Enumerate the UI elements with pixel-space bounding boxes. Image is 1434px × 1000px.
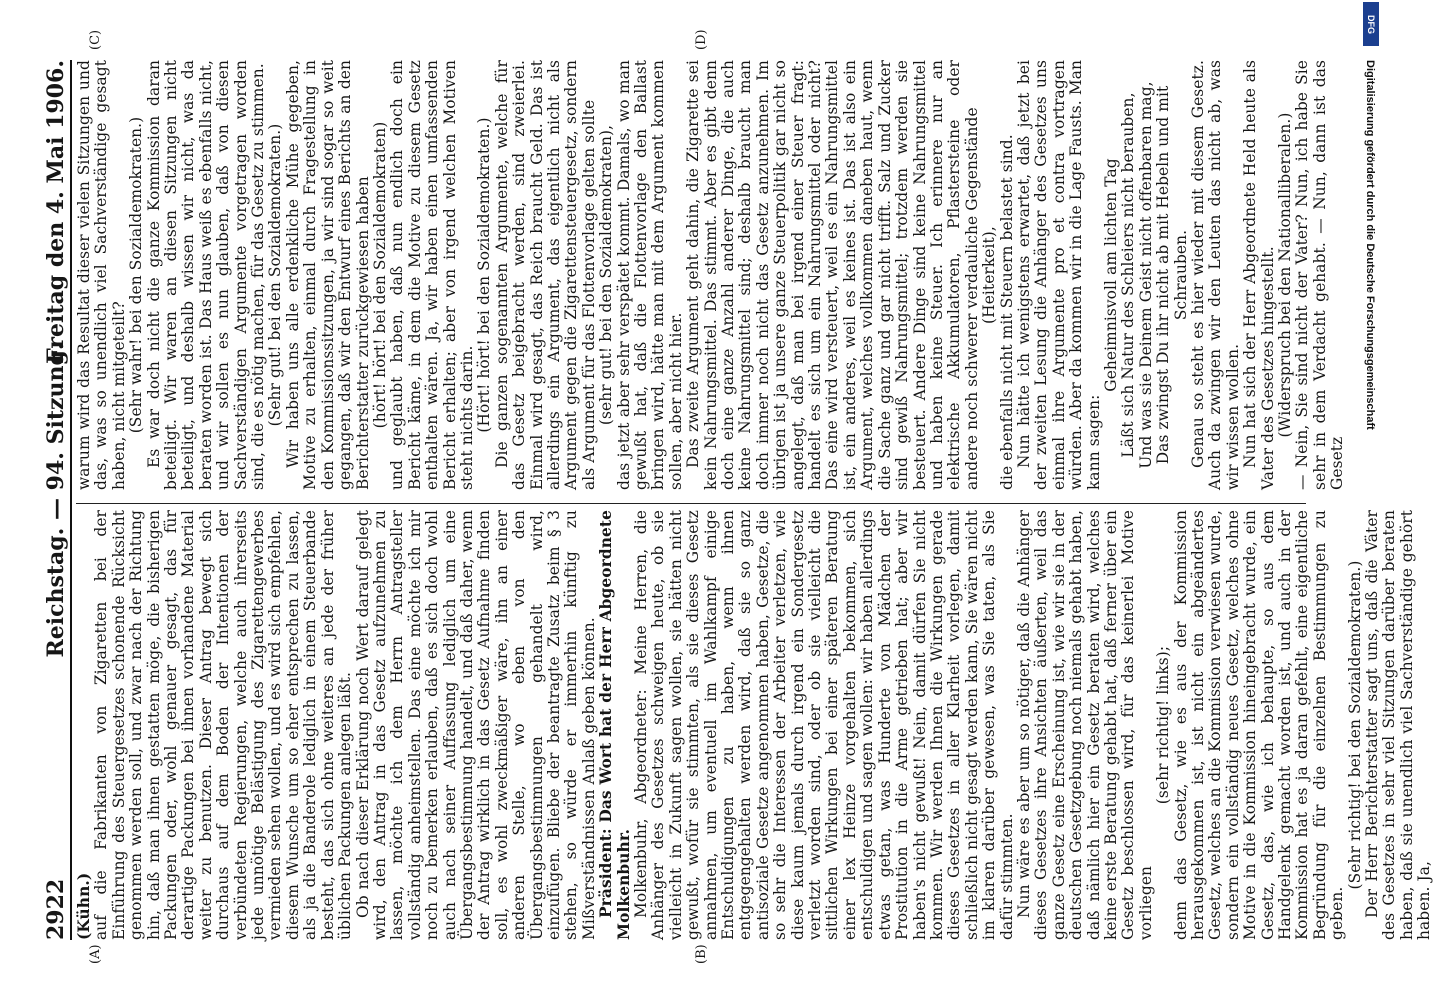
dfg-logo: DFG	[1363, 2, 1379, 46]
margin-mark-b: (B)	[694, 944, 709, 964]
paragraph: Die ganzen sogenannten Argumente, welche für das Gesetz beigebracht werden, sind zweierlei. Einmal wird gesagt, das Reich braucht Geld. Das ist allerdings ein Argument, das eigentlich nicht als Argument gegen die Zigarettensteuergesetz, sondern als Argument für das Flottenvorlage gelten sollte	[492, 60, 598, 490]
paragraph: Molkenbuhr, Abgeordneter: Meine Herren, die Anhänger des Gesetzes schweigen heute, ob sie vielleicht in Zukunft sagen wollen, sie hätten nicht gewußt, wofür sie stimmten, als sie dieses Gesetz annahmen, um eventuell im Wahlkampf einige Entschuldigungen zu haben, wenn ihnen entgegengehalten werden wird, daß sie so ganz antisoziale Gesetze angenommen haben, Gesetze, die so sehr die Interessen der Arbeiter verletzen, wie diese kaum jemals durch irgend ein Sondergesetz verletzt worden sind, oder ob sie vielleicht die sittlichen Wirkungen bei einer späteren Beratung einer lex Heinze vorgehalten bekommen, sich entschuldigen und sagen wollen: wir haben allerdings etwas getan, was Hunderte von Mädchen der Prostitution in die Arme getrieben hat; aber wir haben's nicht gewußt! Nein, damit dürfen Sie nicht kommen. Wir werden Ihnen die Wirkungen gerade dieses Gesetzes in aller Klarheit vorlegen, damit schließlich nicht gesagt werden kann, Sie wären nicht im klaren darüber gewesen, was Sie taten, als Sie dafür stimmten.	[632, 510, 1016, 940]
margin-mark-c: (C)	[88, 29, 103, 50]
paragraph: Wir haben uns alle erdenkliche Mühe gegeben, Motive zu erhalten, einmal durch Fragestellung in den Kommissionssitzungen, ja wir sind sogar so weit gegangen, daß wir den Entwurf eines Berichts an den Berichterstatter zurückgewiesen haben	[283, 60, 372, 490]
paragraph: auf die Fabrikanten von Zigaretten bei der Einführung des Steuergesetzes schonende Rücksicht genommen werden soll, und zwar nach der Richtung hin, daß man ihnen gestatten möge, die bisherigen Packungen oder, wohl genauer gesagt, das für derartige Packungen bei ihnen vorhandene Material weiter zu benutzen. Dieser Antrag bewegt sich durchaus auf dem Boden der Intentionen der verbündeten Regierungen, welche auch ihrerseits jede unnötige Belästigung des Zigarettengewerbes vermieden sehen wollen, und es wird sich empfehlen, diesem Wunsche um so eher entsprechen zu lassen, als ja die Banderole lediglich in einem Steuerbande besteht, das sich ohne weiteres an jede der früher üblichen Packungen anlegen läßt.	[92, 510, 355, 940]
column-divider	[76, 503, 1306, 504]
paragraph: Es war doch nicht die ganze Kommission daran beteiligt. Wir waren an diesen Sitzungen nicht beteiligt, und deshalb wissen wir nicht, was da beraten worden ist. Das Haus weiß es ebenfalls nicht, und wir sollen es nun glauben, daß von diesen Sachverständigen Argumente vorgetragen worden sind, die es nötig machen, für das Gesetz zu stimmen.	[144, 60, 268, 490]
digitization-credit	[1363, 8, 1377, 992]
session-date: Freitag den 4. Mai 1906.	[43, 60, 69, 364]
header-rule	[70, 60, 72, 940]
paragraph: und geglaubt haben, daß nun endlich doch ein Bericht käme, in dem die Motive zu diesem Gesetz enthalten wären. Ja, wir haben einen umfassenden Bericht erhalten; aber von irgend welchen Motiven steht nichts darin.	[388, 60, 476, 490]
paragraph: Der Herr Berichterstatter sagt uns, daß die Väter des Gesetzes in sehr viel Sitzungen darüber beraten haben, daß sie unendlich viel Sachverständige gehört haben. Ja,	[1363, 510, 1434, 940]
interjection: (Sehr richtig! bei den Sozialdemokraten.)	[1345, 560, 1364, 890]
verse-line: Geheimnisvoll am lichten Tag	[1101, 158, 1120, 392]
interjection: (sehr richtig! links);	[1154, 645, 1173, 805]
interjection: (sehr gut! bei den Sozialdemokraten),	[597, 124, 616, 426]
paragraph: Ob nach dieser Erklärung noch Wert darauf gelegt wird, den Antrag in das Gesetz aufzunehmen zu lassen, möchte ich dem Herrn Antragsteller vollständig anheimstellen. Das eine möchte ich mir noch zu bemerken erlauben, daß es sich doch wohl auch nach seiner Auffassung lediglich um eine Übergangsbestimmung handelt, und daß daher, wenn der Antrag wirklich in das Gesetz Aufnahme finden soll, es wohl zweckmäßiger wäre, ihn an einer anderen Stelle, wo eben von den Übergangsbestimmungen gehandelt wird, einzufügen. Bliebe der beantragte Zusatz beim § 3 stehen, so würde er immerhin künftig zu Mißverständnissen Anlaß geben können.	[353, 510, 598, 940]
right-column	[76, 60, 1347, 490]
speaker-tag: (Kühn.)	[75, 872, 93, 940]
left-column	[76, 510, 1434, 940]
margin-mark-a: (A)	[88, 944, 103, 964]
paragraph: Nun wäre es aber um so nötiger, daß die Anhänger dieses Gesetzes ihre Ansichten äußerten, weil das ganze Gesetz eine Erscheinung ist, wie wir sie in der deutschen Gesetzgebung noch niemals gehabt haben, daß nämlich hier ein Gesetz beraten wird, welches keine erste Beratung gehabt hat, daß ferner über ein Gesetz beschlossen wird, für das keinerlei Motive vorliegen	[1014, 510, 1155, 940]
paragraph: Nun hat sich der Herr Abgeordnete Held heute als Vater des Gesetzes hingestellt.	[1241, 60, 1277, 490]
president-remark: Präsident: Das Wort hat der Herr Abgeordnete Molkenbuhr.	[597, 510, 633, 940]
margin-mark-d: (D)	[694, 29, 709, 50]
interjection: (Sehr gut! bei den Sozialdemokraten.)	[266, 123, 285, 427]
verse-line: Das zwingst Du ihr nicht ab mit Hebeln und mit Schrauben.	[1154, 85, 1190, 465]
paragraph: denn das Gesetz, wie es aus der Kommission herausgekommen ist, ist nicht ein abgeändertes Gesetz, welches an die Kommission verwiesen wurde, sondern ein vollständig neues Gesetz, welches ohne Motive in die Kommission hineingebracht wurde, ein Gesetz, das, wie ich behaupte, so aus dem Handgelenk gemacht worden ist, und auch in der Kommission hat es ja daran gefehlt, eine eigentliche Begründung für die einzelnen Bestimmungen zu geben.	[1171, 510, 1347, 940]
interjection: (Sehr wahr! bei den Sozialdemokraten.)	[127, 116, 146, 434]
paragraph: Das zweite Argument geht dahin, die Zigarette sei kein Nahrungsmittel. Das stimmt. Aber es gibt denn doch eine ganze Anzahl anderer Dinge, die auch keine Nahrungsmittel sind; deshalb braucht man doch immer noch nicht das Gesetz anzunehmen. Im übrigen ist ja unsere ganze Steuerpolitik gar nicht so angelegt, daß man bei irgend einer Steuer fragt: handelt es sich um ein Nahrungsmittel oder nicht? Das eine wird versteuert, weil es ein Nahrungsmittel ist, ein anderes, weil es keines ist. Das ist also ein Argument, welches vollkommen daneben haut, wenn die Sache ganz und gar nicht trifft. Salz und Zucker sind gewiß Nahrungsmittel; trotzdem werden sie besteuert. Andere Dinge sind keine Nahrungsmittel und haben keine Steuer. Ich erinnere nur an elektrische Akkumulatoren, Pflastersteine oder andere noch schwerer verdauliche Gegenstände	[684, 60, 981, 490]
paragraph: Nun hätte ich wenigstens erwartet, daß jetzt bei der zweiten Lesung die Anhänger des Gesetzes uns einmal ihre Argumente pro et contra vortragen würden. Aber da kommen wir in die Lage Fausts. Man kann sagen:	[1014, 60, 1103, 490]
interjection: (Widerspruch bei den Nationalliberalen.)	[1276, 112, 1295, 438]
verse-line: Läßt sich Natur des Schleiers nicht berauben,	[1119, 92, 1138, 458]
paragraph: die ebenfalls nicht mit Steuern belastet sind.	[997, 134, 1016, 490]
verse-line: Und was sie Deinem Geist nicht offenbaren mag,	[1136, 81, 1155, 469]
paragraph: — Nein, Sie sind nicht der Vater? Nun, ich habe Sie sehr in dem Verdacht gehabt. — Nun, dann ist das Gesetz	[1293, 60, 1347, 490]
page-number: 2922	[43, 878, 69, 940]
paragraph: das jetzt aber sehr verspätet kommt. Damals, wo man gewußt hat, daß die Flottenvorlage den Ballast bringen wird, hätte man mit dem Argument kommen sollen, aber nicht hier.	[614, 60, 685, 490]
paragraph: warum wird das Resultat dieser vielen Sitzungen und das, was so unendlich viel Sachverständige gesagt haben, nicht mitgeteilt?	[75, 60, 128, 490]
interjection: (Hört! hört! bei den Sozialdemokraten.)	[475, 117, 494, 433]
session-title: Reichstag. — 94. Sitzung.	[43, 342, 69, 658]
interjection: (hört! hört! bei den Sozialdemokraten)	[370, 121, 389, 429]
page-header	[42, 60, 70, 940]
credit-text: Digitalisierung gefördert durch die Deutsche Forschungsgemeinschaft	[1364, 60, 1376, 430]
paragraph: Genau so steht es hier wieder mit diesem Gesetz. Auch da zwingen wir den Leuten das nicht ab, was wir wissen wollen.	[1189, 60, 1242, 490]
interjection: (Heiterkeit),	[980, 226, 999, 324]
